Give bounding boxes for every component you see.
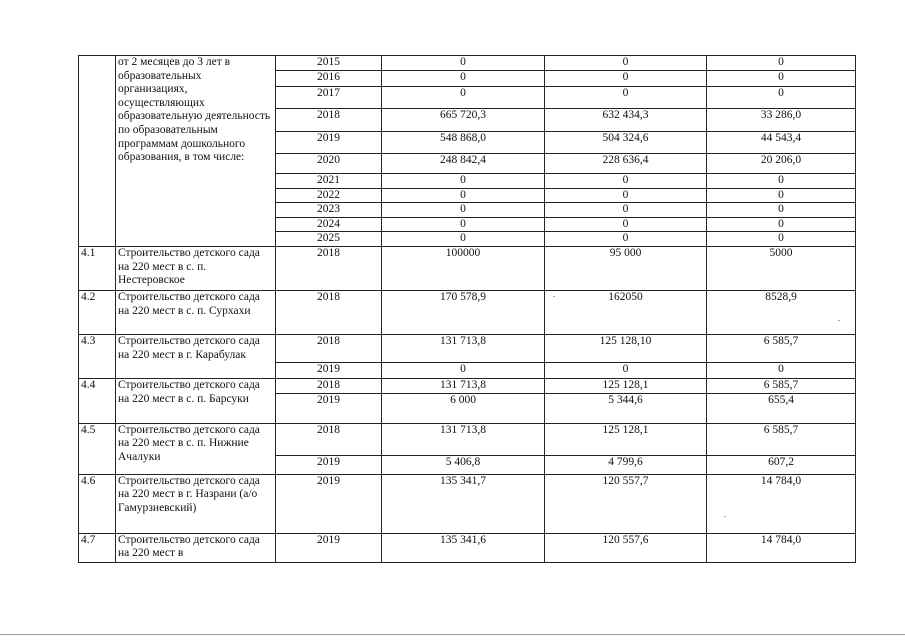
regional-value-cell: 20 206,0	[707, 154, 856, 174]
row-number-cell: 4.2	[79, 290, 116, 334]
federal-value-cell: 95 000	[545, 246, 707, 290]
data-table	[78, 55, 856, 563]
total-value-cell: 135 341,6	[382, 533, 545, 562]
regional-value-cell: 6 585,7	[707, 334, 856, 362]
row-number-cell: 4.5	[79, 423, 116, 474]
year-cell: 2024	[276, 217, 382, 232]
regional-value-cell: 14 784,0	[707, 474, 856, 533]
year-cell: 2025	[276, 232, 382, 247]
total-value-cell: 100000	[382, 246, 545, 290]
federal-value-cell: 0	[545, 188, 707, 203]
regional-value-cell: 6 585,7	[707, 378, 856, 393]
table-row	[79, 56, 856, 71]
year-cell: 2018	[276, 423, 382, 455]
item-name-cell: Строительство детского сада на 220 мест в	[116, 533, 276, 562]
table-row	[79, 290, 856, 334]
row-number-cell: 4.1	[79, 246, 116, 290]
year-cell: 2021	[276, 174, 382, 189]
federal-value-cell: 0	[545, 87, 707, 109]
item-name-cell: Строительство детского сада на 220 мест в г. Назрани (а/о Гамурзиевский)	[116, 474, 276, 533]
year-cell: 2019	[276, 393, 382, 423]
federal-value-cell: 120 557,6	[545, 533, 707, 562]
total-value-cell: 6 000	[382, 393, 545, 423]
total-value-cell: 170 578,9	[382, 290, 545, 334]
regional-value-cell: 0	[707, 217, 856, 232]
year-cell: 2020	[276, 154, 382, 174]
federal-value-cell: 0	[545, 56, 707, 71]
total-value-cell: 0	[382, 87, 545, 109]
year-cell: 2015	[276, 56, 382, 71]
total-value-cell: 0	[382, 71, 545, 87]
item-name-cell: от 2 месяцев до 3 лет в образовательных организациях, осуществляющих образовательную деятельность по образовательным программам дошкольного образования, в том числе:	[116, 56, 276, 247]
regional-value-cell: 14 784,0	[707, 533, 856, 562]
federal-value-cell: 120 557,7	[545, 474, 707, 533]
federal-value-cell: 125 128,1	[545, 423, 707, 455]
total-value-cell: 135 341,7	[382, 474, 545, 533]
regional-value-cell: 8528,9	[707, 290, 856, 334]
regional-value-cell: 0	[707, 232, 856, 247]
regional-value-cell: 44 543,4	[707, 132, 856, 154]
federal-value-cell: 0	[545, 362, 707, 378]
row-number-cell: 4.3	[79, 334, 116, 378]
total-value-cell: 131 713,8	[382, 423, 545, 455]
federal-value-cell: 125 128,10	[545, 334, 707, 362]
year-cell: 2019	[276, 455, 382, 474]
total-value-cell: 0	[382, 174, 545, 189]
scan-speck	[553, 296, 555, 297]
regional-value-cell: 0	[707, 71, 856, 87]
total-value-cell: 0	[382, 362, 545, 378]
total-value-cell: 0	[382, 56, 545, 71]
row-number-cell: 4.4	[79, 378, 116, 423]
year-cell: 2018	[276, 290, 382, 334]
regional-value-cell: 0	[707, 203, 856, 218]
row-number-cell: 4.7	[79, 533, 116, 562]
federal-value-cell: 0	[545, 217, 707, 232]
federal-value-cell: 0	[545, 203, 707, 218]
total-value-cell: 5 406,8	[382, 455, 545, 474]
total-value-cell: 248 842,4	[382, 154, 545, 174]
table-row	[79, 334, 856, 362]
federal-value-cell: 4 799,6	[545, 455, 707, 474]
total-value-cell: 0	[382, 203, 545, 218]
year-cell: 2018	[276, 109, 382, 132]
total-value-cell: 665 720,3	[382, 109, 545, 132]
page-bottom-edge	[0, 634, 905, 635]
item-name-cell: Строительство детского сада на 220 мест в с. п. Нижние Ачалуки	[116, 423, 276, 474]
total-value-cell: 0	[382, 232, 545, 247]
regional-value-cell: 607,2	[707, 455, 856, 474]
row-number-cell: 4.6	[79, 474, 116, 533]
total-value-cell: 0	[382, 217, 545, 232]
table-row	[79, 246, 856, 290]
year-cell: 2019	[276, 362, 382, 378]
federal-value-cell: 162050	[545, 290, 707, 334]
regional-value-cell: 33 286,0	[707, 109, 856, 132]
year-cell: 2023	[276, 203, 382, 218]
row-number-cell	[79, 56, 116, 247]
federal-value-cell: 632 434,3	[545, 109, 707, 132]
regional-value-cell: 0	[707, 362, 856, 378]
total-value-cell: 548 868,0	[382, 132, 545, 154]
federal-value-cell: 0	[545, 232, 707, 247]
table-row	[79, 423, 856, 455]
table-row	[79, 533, 856, 562]
table-row	[79, 378, 856, 393]
year-cell: 2017	[276, 87, 382, 109]
table-row	[79, 474, 856, 533]
regional-value-cell: 0	[707, 174, 856, 189]
regional-value-cell: 655,4	[707, 393, 856, 423]
year-cell: 2022	[276, 188, 382, 203]
regional-value-cell: 6 585,7	[707, 423, 856, 455]
item-name-cell: Строительство детского сада на 220 мест в с. п. Сурхахи	[116, 290, 276, 334]
federal-value-cell: 504 324,6	[545, 132, 707, 154]
year-cell: 2016	[276, 71, 382, 87]
regional-value-cell: 0	[707, 56, 856, 71]
scan-speck	[838, 320, 840, 321]
regional-value-cell: 0	[707, 87, 856, 109]
federal-value-cell: 5 344,6	[545, 393, 707, 423]
federal-value-cell: 228 636,4	[545, 154, 707, 174]
year-cell: 2018	[276, 246, 382, 290]
year-cell: 2019	[276, 474, 382, 533]
total-value-cell: 131 713,8	[382, 378, 545, 393]
item-name-cell: Строительство детского сада на 220 мест в с. п. Нестеровское	[116, 246, 276, 290]
total-value-cell: 0	[382, 188, 545, 203]
regional-value-cell: 0	[707, 188, 856, 203]
federal-value-cell: 125 128,1	[545, 378, 707, 393]
year-cell: 2019	[276, 533, 382, 562]
year-cell: 2019	[276, 132, 382, 154]
item-name-cell: Строительство детского сада на 220 мест в с. п. Барсуки	[116, 378, 276, 423]
scan-speck	[724, 516, 726, 517]
year-cell: 2018	[276, 378, 382, 393]
federal-value-cell: 0	[545, 71, 707, 87]
total-value-cell: 131 713,8	[382, 334, 545, 362]
item-name-cell: Строительство детского сада на 220 мест в г. Карабулак	[116, 334, 276, 378]
regional-value-cell: 5000	[707, 246, 856, 290]
federal-value-cell: 0	[545, 174, 707, 189]
year-cell: 2018	[276, 334, 382, 362]
